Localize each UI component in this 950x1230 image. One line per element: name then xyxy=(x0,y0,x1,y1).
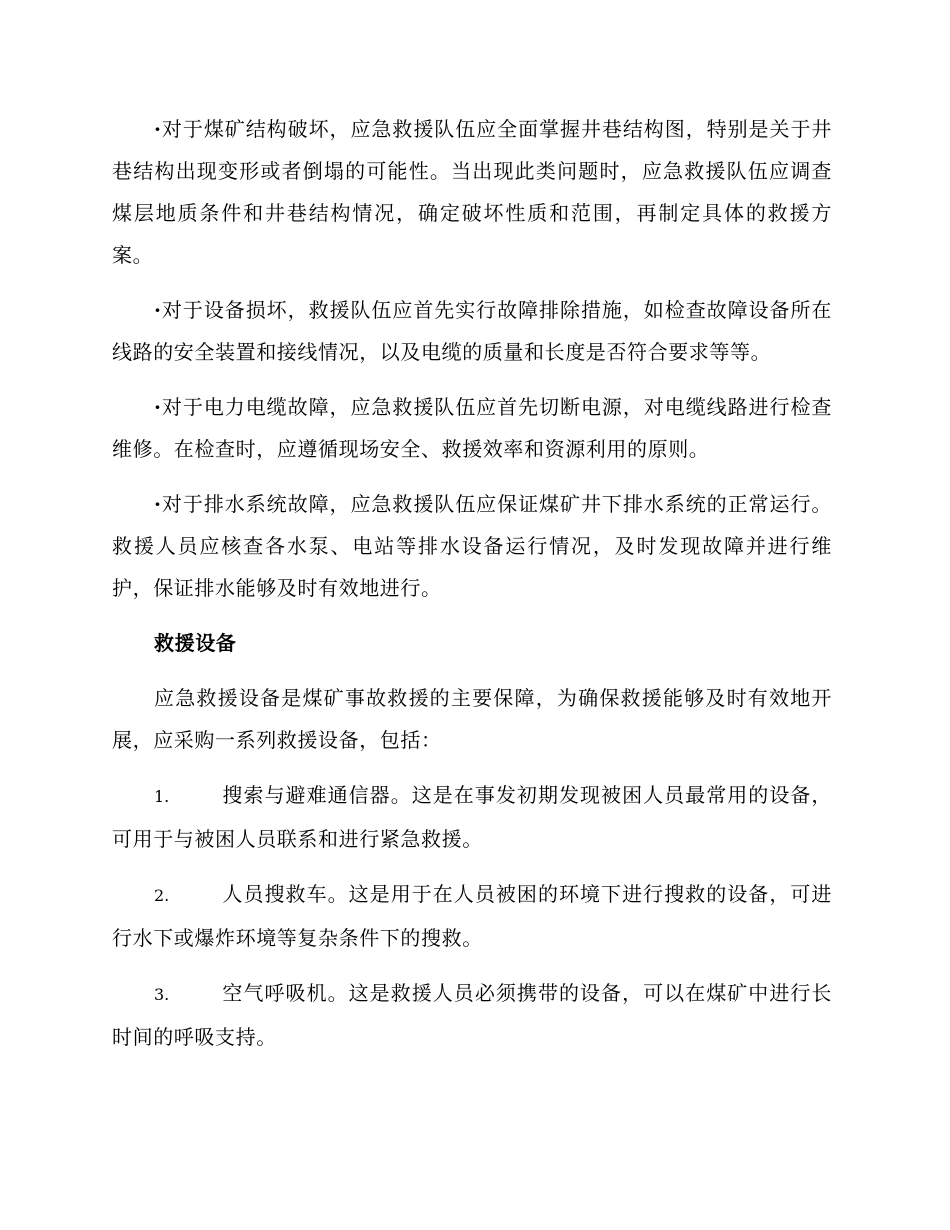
item-number: 2. xyxy=(154,886,170,905)
bullet-text: 对于煤矿结构破坏，应急救援队伍应全面掌握井巷结构图，特别是关于井巷结构出现变形或者倒塌的可能性。当出现此类问题时，应急救援队伍应调查煤层地质条件和井巷结构情况，确定破坏性质和范围，再制定具体的救援方案。 xyxy=(112,117,832,267)
bullet-marker: · xyxy=(154,298,162,322)
numbered-item xyxy=(112,873,832,959)
bullet-text: 对于排水系统故障，应急救援队伍应保证煤矿井下排水系统的正常运行。救援人员应核查各水泵、电站等排水设备运行情况，及时发现故障并进行维护，保证排水能够及时有效地进行。 xyxy=(112,492,832,600)
item-text: 空气呼吸机。这是救援人员必须携带的设备，可以在煤矿中进行长时间的呼吸支持。 xyxy=(112,981,832,1049)
item-number: 1. xyxy=(154,787,170,806)
section-intro: 应急救援设备是煤矿事故救援的主要保障，为确保救援能够及时有效地开展，应采购一系列救援设备，包括： xyxy=(112,686,832,752)
numbered-item xyxy=(112,972,832,1058)
item-number: 3. xyxy=(154,985,170,1004)
document-page xyxy=(112,108,832,1071)
item-text: 搜索与避难通信器。这是在事发初期发现被困人员最常用的设备，可用于与被困人员联系和进行紧急救援。 xyxy=(112,783,832,851)
item-text: 人员搜救车。这是用于在人员被困的环境下进行搜救的设备，可进行水下或爆炸环境等复杂条件下的搜救。 xyxy=(112,882,832,950)
bullet-paragraph-cable xyxy=(112,386,832,470)
bullet-paragraph-structure xyxy=(112,108,832,276)
bullet-paragraph-equipment xyxy=(112,289,832,373)
bullet-marker: · xyxy=(154,117,162,141)
numbered-item xyxy=(112,774,832,860)
section-heading: 救援设备 xyxy=(154,631,237,655)
bullet-paragraph-drainage xyxy=(112,483,832,609)
bullet-marker: · xyxy=(154,395,162,419)
bullet-marker: · xyxy=(154,492,162,516)
bullet-text: 对于设备损坏，救援队伍应首先实行故障排除措施，如检查故障设备所在线路的安全装置和接线情况，以及电缆的质量和长度是否符合要求等等。 xyxy=(112,298,832,364)
bullet-text: 对于电力电缆故障，应急救援队伍应首先切断电源，对电缆线路进行检查维修。在检查时，应遵循现场安全、救援效率和资源利用的原则。 xyxy=(112,395,832,461)
